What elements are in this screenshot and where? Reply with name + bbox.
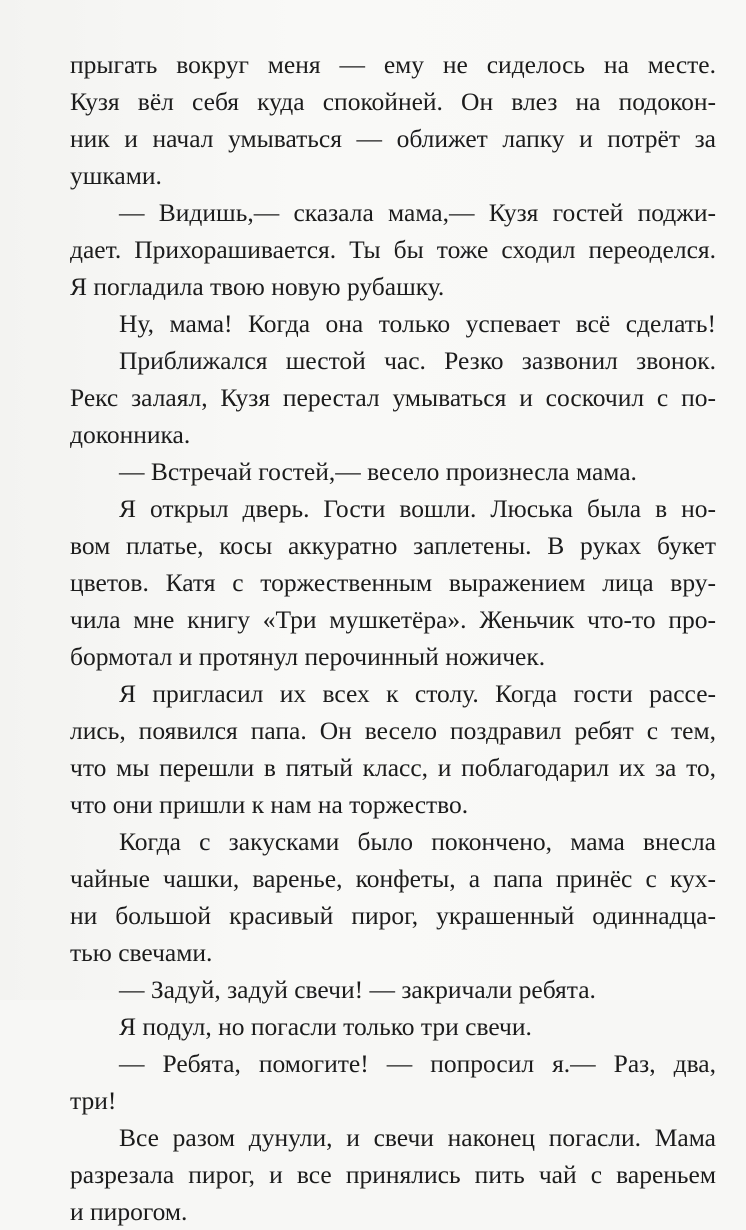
text-line: ник и начал умываться — оближет лапку и потрёт за: [70, 124, 716, 153]
text-line: что мы перешли в пятый класс, и поблагодарил их за то,: [70, 753, 716, 782]
text-line: Приближался шестой час. Резко зазвонил звонок.: [119, 346, 716, 375]
text-line: вом платье, косы аккуратно заплетены. В руках букет: [70, 531, 716, 560]
text-line: Рекс залаял, Кузя перестал умываться и соскочил с по-: [70, 383, 716, 412]
text-line: лись, появился папа. Он весело поздравил ребят с тем,: [70, 716, 716, 745]
text-line: Когда с закусками было покончено, мама внесла: [119, 827, 716, 856]
text-line: что они пришли к нам на торжество.: [70, 790, 469, 819]
text-line: ни большой красивый пирог, украшенный одиннадца-: [70, 901, 716, 930]
text-line: Кузя вёл себя куда спокойней. Он влез на подокон-: [70, 87, 716, 116]
text-line: разрезала пирог, и все принялись пить чай с вареньем: [70, 1160, 716, 1189]
text-line: чайные чашки, варенье, конфеты, а папа принёс с кух-: [70, 864, 716, 893]
text-line: Ну, мама! Когда она только успевает всё сделать!: [119, 309, 716, 338]
body-text: [70, 46, 716, 1230]
text-line: дает. Прихорашивается. Ты бы тоже сходил переоделся.: [70, 235, 716, 264]
text-line: — Встречай гостей,— весело произнесла мама.: [119, 457, 637, 486]
text-line: ушками.: [70, 161, 162, 190]
text-line: прыгать вокруг меня — ему не сиделось на месте.: [70, 50, 716, 79]
text-line: цветов. Катя с торжественным выражением лица вру-: [70, 568, 716, 597]
text-line: Я пригласил их всех к столу. Когда гости рассе-: [119, 679, 716, 708]
text-line: Я погладила твою новую рубашку.: [70, 272, 445, 301]
text-line: тью свечами.: [70, 938, 213, 967]
text-line: Я подул, но погасли только три свечи.: [119, 1012, 532, 1041]
text-line: доконника.: [70, 420, 191, 449]
text-line: — Ребята, помогите! — попросил я.— Раз, два,: [119, 1049, 716, 1078]
text-line: — Видишь,— сказала мама,— Кузя гостей поджи-: [119, 198, 716, 227]
text-line: бормотал и протянул перочинный ножичек.: [70, 642, 546, 671]
text-line: Я открыл дверь. Гости вошли. Люська была в но-: [119, 494, 716, 523]
text-line: три!: [70, 1086, 117, 1115]
text-line: Все разом дунули, и свечи наконец погасли. Мама: [119, 1123, 716, 1152]
text-line: и пирогом.: [70, 1197, 188, 1226]
text-line: — Задуй, задуй свечи! — закричали ребята.: [119, 975, 596, 1004]
text-line: чила мне книгу «Три мушкетёра». Женьчик что-то про-: [70, 605, 716, 634]
